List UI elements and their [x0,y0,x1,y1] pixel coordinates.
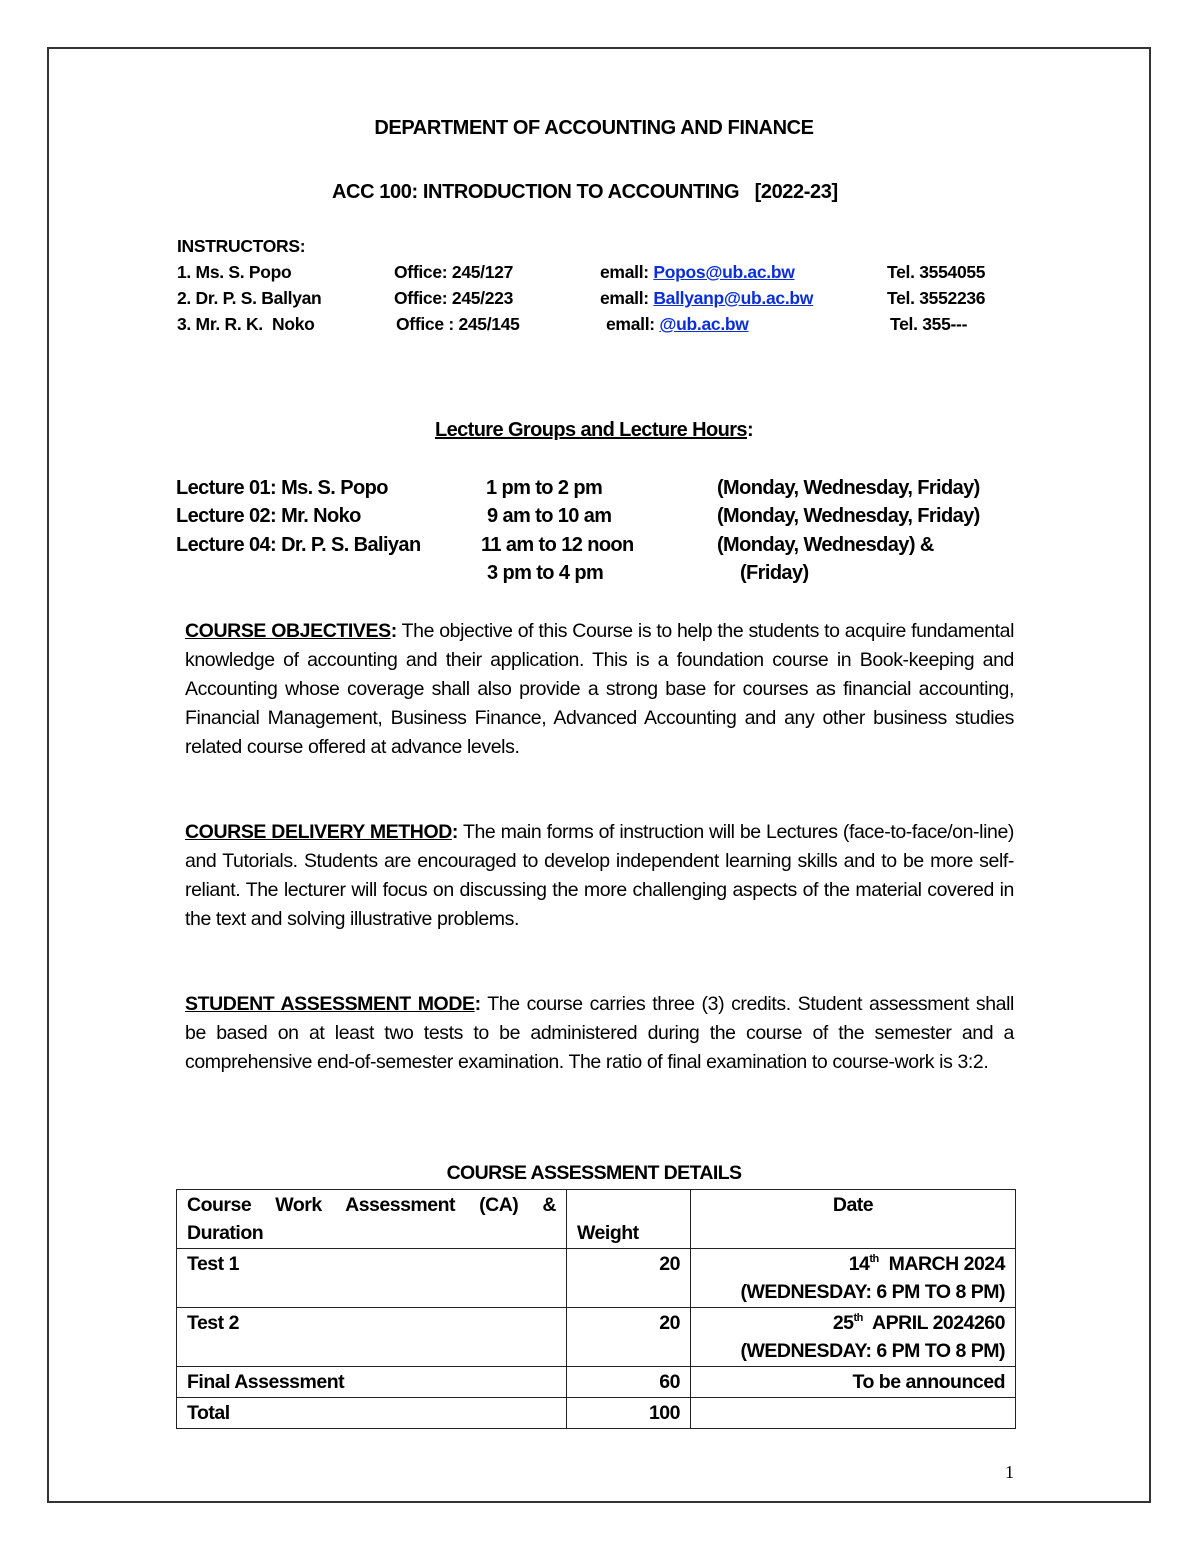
instructor-office: Office: 245/223 [394,288,514,308]
lecture-heading-text: Lecture Groups and Lecture Hours [434,419,747,441]
header-cell-date: Date [691,1190,1016,1249]
department-title: DEPARTMENT OF ACCOUNTING AND FINANCE [374,117,814,139]
assessment-body: The course carries three (3) credits. Student assessment shall be based on at least two tests to be administered during the course of the semester and a comprehensive end-of-semester examination. The ratio of final examination to course-work is 3:2. [185,993,1014,1073]
email-link[interactable]: @ub.ac.bw [659,314,749,334]
lecture-days: (Monday, Wednesday) & [717,534,934,556]
date-suffix: th [853,1312,863,1324]
instructor-tel: Tel. 355--- [890,314,968,334]
delivery-colon: : [451,821,459,843]
course-delivery-section [185,818,1014,934]
lecture-time: 11 am to 12 noon [481,534,634,556]
email-link[interactable]: Ballyanp@ub.ac.bw [653,288,814,308]
date-time: (WEDNESDAY: 6 PM TO 8 PM) [740,1340,1005,1362]
lecture-days: (Friday) [740,562,809,584]
date-suffix: th [869,1253,879,1265]
email-label: emall: [600,262,649,282]
date-month-year: MARCH 2024 [878,1253,1005,1275]
date-day: 14 [848,1253,870,1275]
table-row-total [177,1398,1016,1429]
lecture-days: (Monday, Wednesday, Friday) [717,505,980,527]
course-title: ACC 100: INTRODUCTION TO ACCOUNTING [2022-23] [332,181,838,203]
cell-weight: 60 [567,1367,691,1398]
instructor-tel: Tel. 3552236 [887,288,986,308]
lecture-time: 9 am to 10 am [487,505,612,527]
email-label: emall: [600,288,649,308]
header-cell-ca: Course Work Assessment (CA) & Duration [177,1190,567,1249]
date-time: (WEDNESDAY: 6 PM TO 8 PM) [740,1281,1005,1303]
cell-date [691,1249,1016,1308]
table-row [177,1249,1016,1308]
delivery-body: The main forms of instruction will be Lectures (face-to-face/on-line) and Tutorials. Students are encouraged to develop independent learning skills and to be more self-reliant. The lecturer will focus on discussing the more challenging aspects of the material covered in the text and solving illustrative problems. [185,821,1014,930]
lecture-time: 3 pm to 4 pm [487,562,604,584]
assessment-heading: STUDENT ASSESSMENT MODE [185,993,475,1015]
header-cell-weight: Weight [567,1190,691,1249]
date-month-year: APRIL 2024260 [862,1312,1005,1334]
lecture-time: 1 pm to 2 pm [486,477,603,499]
table-row [177,1308,1016,1367]
cell-date [691,1398,1016,1429]
cell-item: Test 2 [177,1308,567,1367]
email-link[interactable]: Popos@ub.ac.bw [653,262,795,282]
objectives-heading: COURSE OBJECTIVES [185,620,391,642]
lecture-days: (Monday, Wednesday, Friday) [717,477,980,499]
cell-weight: 20 [567,1308,691,1367]
page-number: 1 [1005,1462,1014,1482]
assessment-colon: : [474,993,481,1015]
lecture-heading-colon: : [746,419,754,441]
delivery-heading: COURSE DELIVERY METHOD [185,821,452,843]
objectives-colon: : [390,620,397,642]
instructor-office: Office: 245/127 [394,262,514,282]
assessment-table [176,1189,1016,1429]
lecture-group: Lecture 04: Dr. P. S. Baliyan [176,534,421,556]
lecture-group: Lecture 02: Mr. Noko [176,505,361,527]
assessment-table-title: COURSE ASSESSMENT DETAILS [446,1162,742,1184]
lecture-groups-heading [0,419,1188,442]
date-day: 25 [832,1312,854,1334]
cell-item: Final Assessment [177,1367,567,1398]
lecture-group: Lecture 01: Ms. S. Popo [176,477,388,499]
course-objectives-section [185,617,1014,762]
instructor-name: 1. Ms. S. Popo [177,262,292,282]
student-assessment-section [185,990,1014,1077]
instructor-name: 3. Mr. R. K. Noko [177,314,315,334]
table-row [177,1367,1016,1398]
instructor-name: 2. Dr. P. S. Ballyan [177,288,322,308]
cell-weight: 100 [567,1398,691,1429]
email-label: emall: [606,314,655,334]
instructors-label: INSTRUCTORS: [177,236,306,256]
table-header-row [177,1190,1016,1249]
instructor-tel: Tel. 3554055 [887,262,986,282]
objectives-body: The objective of this Course is to help the students to acquire fundamental knowledge of accounting and their application. This is a foundation course in Book-keeping and Accounting whose coverage shall also provide a strong base for courses as financial accounting, Financial Management, Business Finance, Advanced Accounting and any other business studies related course offered at advance levels. [185,620,1015,758]
cell-date [691,1308,1016,1367]
cell-date: To be announced [691,1367,1016,1398]
instructor-office: Office : 245/145 [396,314,520,334]
cell-item: Test 1 [177,1249,567,1308]
cell-weight: 20 [567,1249,691,1308]
cell-item: Total [177,1398,567,1429]
